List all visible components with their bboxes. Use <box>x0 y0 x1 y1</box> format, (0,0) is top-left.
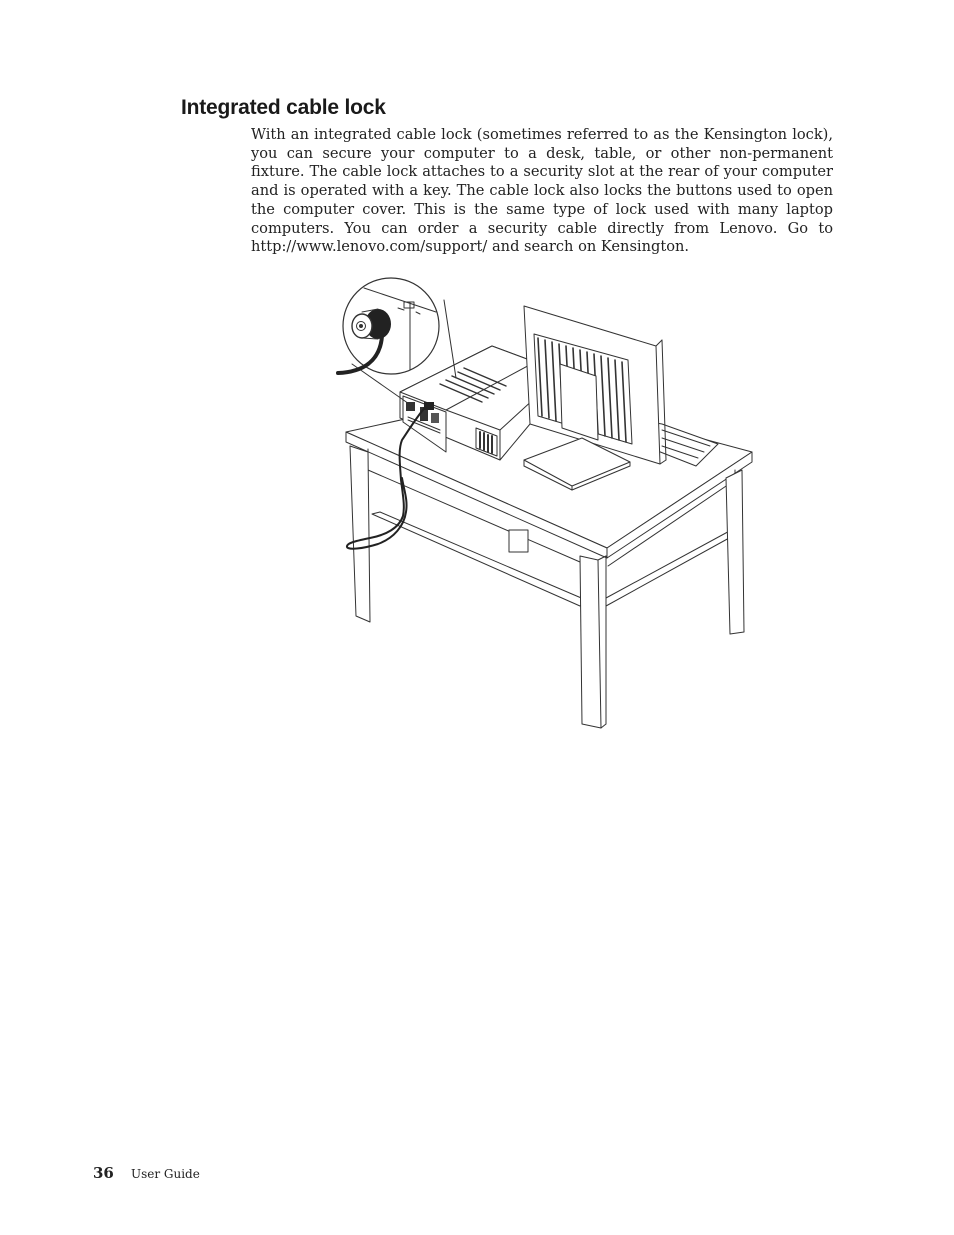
section-paragraph: With an integrated cable lock (sometimes referred to as the Kensington lock), you can secure your computer to a desk, table, or other non-permanent fixture. The cable lock attaches to a security slot at the rear of your computer and is operated with a key. The cable lock also locks the buttons used to open the computer cover. This is the same type of lock used with many laptop computers. You can order a security cable directly from Lenovo. Go to http://www.lenovo.com/support/ and search on Kensington. <box>251 126 833 256</box>
page-footer <box>93 1163 200 1182</box>
page-number: 36 <box>93 1164 114 1182</box>
section-heading: Integrated cable lock <box>181 96 386 119</box>
cable-lock-illustration <box>330 276 760 736</box>
document-title: User Guide <box>130 1167 200 1181</box>
